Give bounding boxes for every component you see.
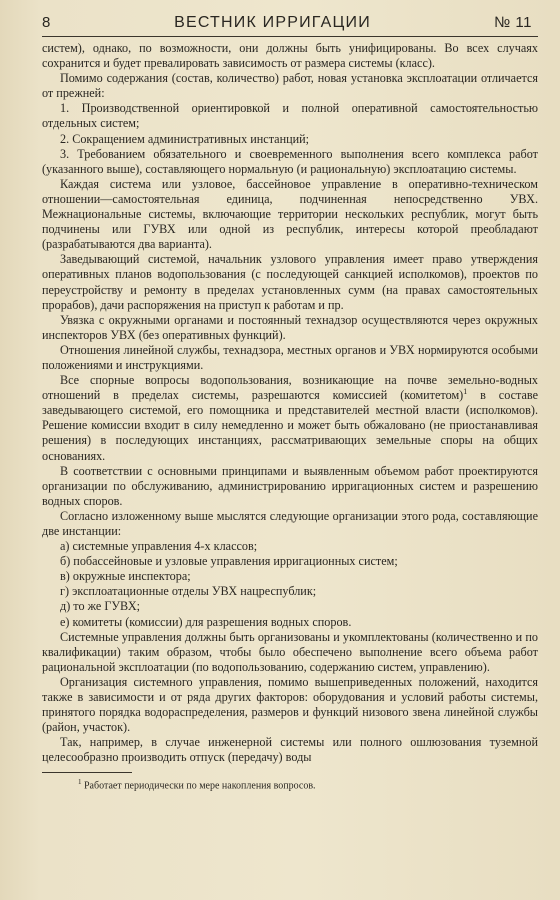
paragraph: Так, например, в случае инженерной системы или полного ошлюзования туземной целесообразно производить отпуск (передачу) воды bbox=[42, 735, 538, 765]
list-item: д) то же ГУВХ; bbox=[60, 599, 141, 614]
list-item: в) окружные инспектора; bbox=[60, 569, 191, 584]
paragraph-text: Все спорные вопросы водопользования, возникающие на почве земельно-водных отношений в пределах системы, разрешаются комиссией (комитетом) bbox=[42, 373, 538, 403]
paragraph-text-continued: в составе заведывающего системой, его помощника и представителей местной власти (исполкомов). Решение комиссии входит в силу немедленно и может быть обжаловано (не приостанавливая решения) в последующих инстанциях, рассматривающих земельные споры на общих основаниях. bbox=[42, 388, 538, 463]
list-item: 1. Производственной ориентировкой и полной оперативной самостоятельностью отдельных систем; bbox=[42, 101, 538, 131]
footnote-text: Работает периодически по мере накопления вопросов. bbox=[84, 779, 316, 791]
list-item: е) комитеты (комиссии) для разрешения водных споров. bbox=[60, 614, 352, 629]
page-number: 8 bbox=[42, 14, 51, 31]
footnote-marker: 1 bbox=[463, 387, 468, 397]
article-body bbox=[42, 41, 538, 766]
list-item: б) побассейновые и узловые управления ирригационных систем; bbox=[60, 554, 398, 569]
paragraph: Согласно изложенному выше мыслятся следующие организации этого рода, составляющие две инстанции: bbox=[42, 508, 538, 538]
issue-number: № 11 bbox=[494, 14, 532, 31]
page-header bbox=[42, 14, 538, 32]
paragraph: Увязка с окружными органами и постоянный технадзор осуществляются через окружных инспекторов УВХ (без оперативных функций). bbox=[42, 312, 538, 342]
footnote-mark: 1 bbox=[78, 777, 82, 786]
list-item: г) эксплоатационные отделы УВХ нацреспублик; bbox=[60, 584, 317, 599]
footnote-rule bbox=[42, 772, 132, 773]
footnote bbox=[42, 776, 538, 792]
paragraph: Каждая система или узловое, бассейновое управление в оперативно-техническом отношении—самостоятельная единица, подчиненная непосредственно УВХ. Межнациональные системы, включающие территории нескольких республик, могут быть подчинены или ГУВХ или одной из республик, интересы которой преобладают (разрабатываются два варианта). bbox=[42, 176, 538, 252]
list-item: 3. Требованием обязательного и своевременного выполнения всего комплекса работ (указанного выше), составляющего нормальную (и рациональную) эксплоатацию системы. bbox=[42, 146, 538, 176]
paragraph: Помимо содержания (состав, количество) работ, новая установка эксплоатации отличается от прежней: bbox=[42, 71, 538, 101]
paragraph: систем), однако, по возможности, они должны быть унифицированы. Во всех случаях сохранится и будет превалировать зависимость от размера системы (класс). bbox=[42, 41, 538, 71]
list-item: 2. Сокращением административных инстанций; bbox=[60, 131, 310, 146]
paragraph: Заведывающий системой, начальник узлового управления имеет право утверждения оперативных планов водопользования (с последующей санкцией исполкомов), проектов по переустройству и ремонту в пределах установленных сумм (на правах самостоятельных прорабов), дачи распоряжения на приступ к работам и пр. bbox=[42, 252, 538, 312]
header-rule bbox=[42, 36, 538, 37]
paragraph: Организация системного управления, помимо вышеприведенных положений, находится также в зависимости и от ряда других факторов: оборудования и условий работы системы, принятого порядка водораспределения, размеров и функций низового звена линейной службы (район, участок). bbox=[42, 674, 538, 735]
list-item: а) системные управления 4-х классов; bbox=[60, 539, 258, 554]
paragraph: Системные управления должны быть организованы и укомплектованы (количественно и по квалификации) таким образом, чтобы было обеспечено выполнение всего объема работ рациональной эксплоатации (по водопользованию, содержанию систем, управлению). bbox=[42, 629, 538, 674]
paragraph: В соответствии с основными принципами и выявленным объемом работ проектируются организации по обслуживанию, администрированию ирригационных систем и разрешению водных споров. bbox=[42, 463, 538, 508]
paragraph-with-footnote bbox=[42, 373, 538, 464]
journal-title: ВЕСТНИК ИРРИГАЦИИ bbox=[174, 14, 371, 31]
paragraph: Отношения линейной службы, технадзора, местных органов и УВХ нормируются особыми положениями и инструкциями. bbox=[42, 342, 538, 372]
